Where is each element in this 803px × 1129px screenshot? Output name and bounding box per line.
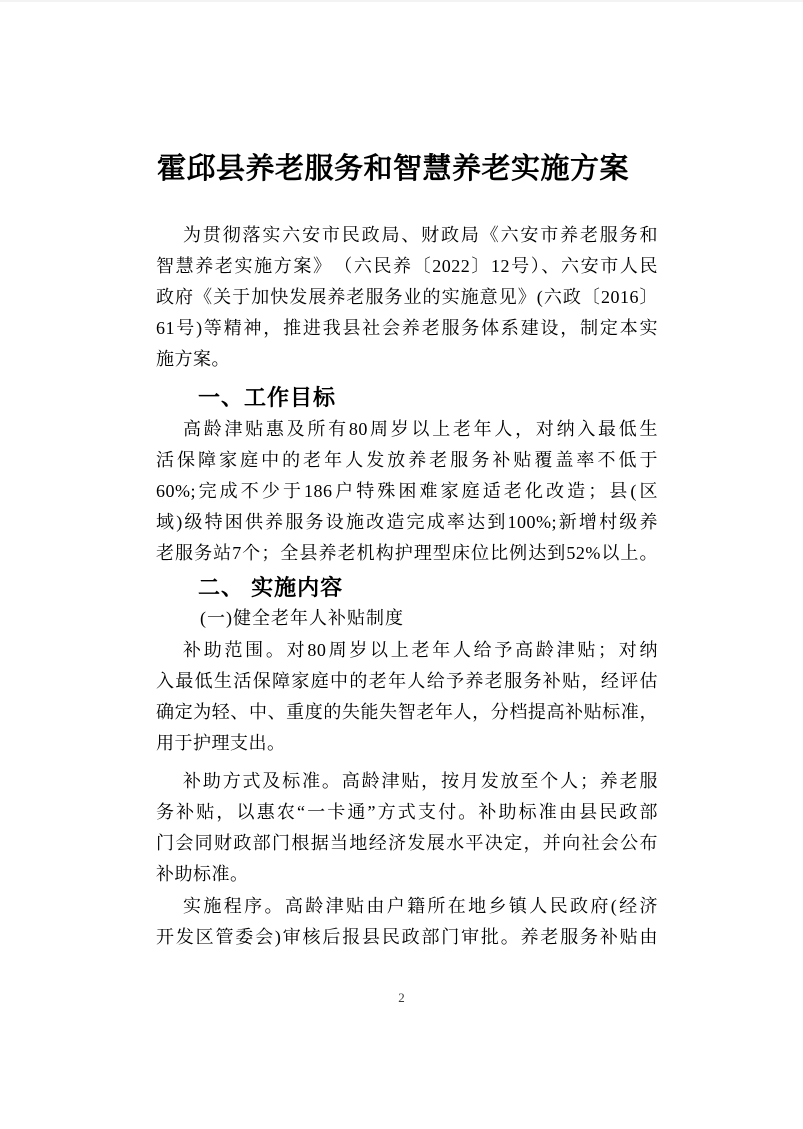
text-line: 门会同财政部门根据当地经济发展水平决定，并向社会公布 — [156, 833, 658, 853]
text-line: 实施程序。高龄津贴由户籍所在地乡镇人民政府(经济 — [183, 896, 658, 916]
doc-paragraph — [156, 766, 658, 890]
doc-paragraph — [156, 891, 658, 953]
doc-paragraph — [156, 414, 658, 569]
text-line: 60%;完成不少于186户特殊困难家庭适老化改造；县(区 — [156, 481, 658, 501]
doc-paragraph — [156, 220, 658, 375]
text-line: 老服务站7个；全县养老机构护理型床位比例达到52%以上。 — [156, 543, 658, 563]
text-line: 用于护理支出。 — [156, 733, 286, 753]
text-line: 确定为轻、中、重度的失能失智老年人，分档提高补贴标准， — [156, 702, 658, 722]
text-line: 高龄津贴惠及所有80周岁以上老年人，对纳入最低生 — [183, 419, 658, 439]
text-line: 活保障家庭中的老年人发放养老服务补贴覆盖率不低于 — [156, 450, 658, 470]
text-line: 61号)等精神，推进我县社会养老服务体系建设，制定本实 — [156, 318, 658, 338]
doc-paragraph — [156, 635, 658, 759]
doc-subheading: (一)健全老年人补贴制度 — [200, 608, 404, 628]
text-line: 务补贴，以惠农“一卡通”方式支付。补助标准由县民政部 — [156, 802, 658, 822]
text-line: 施方案。 — [156, 349, 230, 369]
text-line: 开发区管委会)审核后报县民政部门审批。养老服务补贴由 — [156, 927, 658, 947]
document-blocks — [156, 220, 658, 953]
text-line: 域)级特困供养服务设施改造完成率达到100%;新增村级养 — [156, 512, 658, 532]
text-line: 补助方式及标准。高龄津贴，按月发放至个人；养老服 — [183, 771, 658, 791]
doc-heading: 一、工作目标 — [198, 385, 337, 410]
text-line: 政府《关于加快发展养老服务业的实施意见》(六政〔2016〕 — [156, 287, 658, 307]
page-number: 2 — [398, 990, 405, 1005]
text-line: 智慧养老实施方案》 （六民养〔2022〕12号）、六安市人民 — [156, 256, 658, 276]
doc-heading: 二、 实施内容 — [198, 575, 344, 600]
text-line: 入最低生活保障家庭中的老年人给予养老服务补贴，经评估 — [156, 671, 658, 691]
text-line: 补助范围。对80周岁以上老年人给予高龄津贴；对纳 — [183, 640, 658, 660]
text-line: 为贯彻落实六安市民政局、财政局《六安市养老服务和 — [183, 225, 658, 245]
document-title: 霍邱县养老服务和智慧养老实施方案 — [156, 153, 629, 185]
text-line: 补助标准。 — [156, 864, 249, 884]
document-content — [0, 148, 658, 953]
